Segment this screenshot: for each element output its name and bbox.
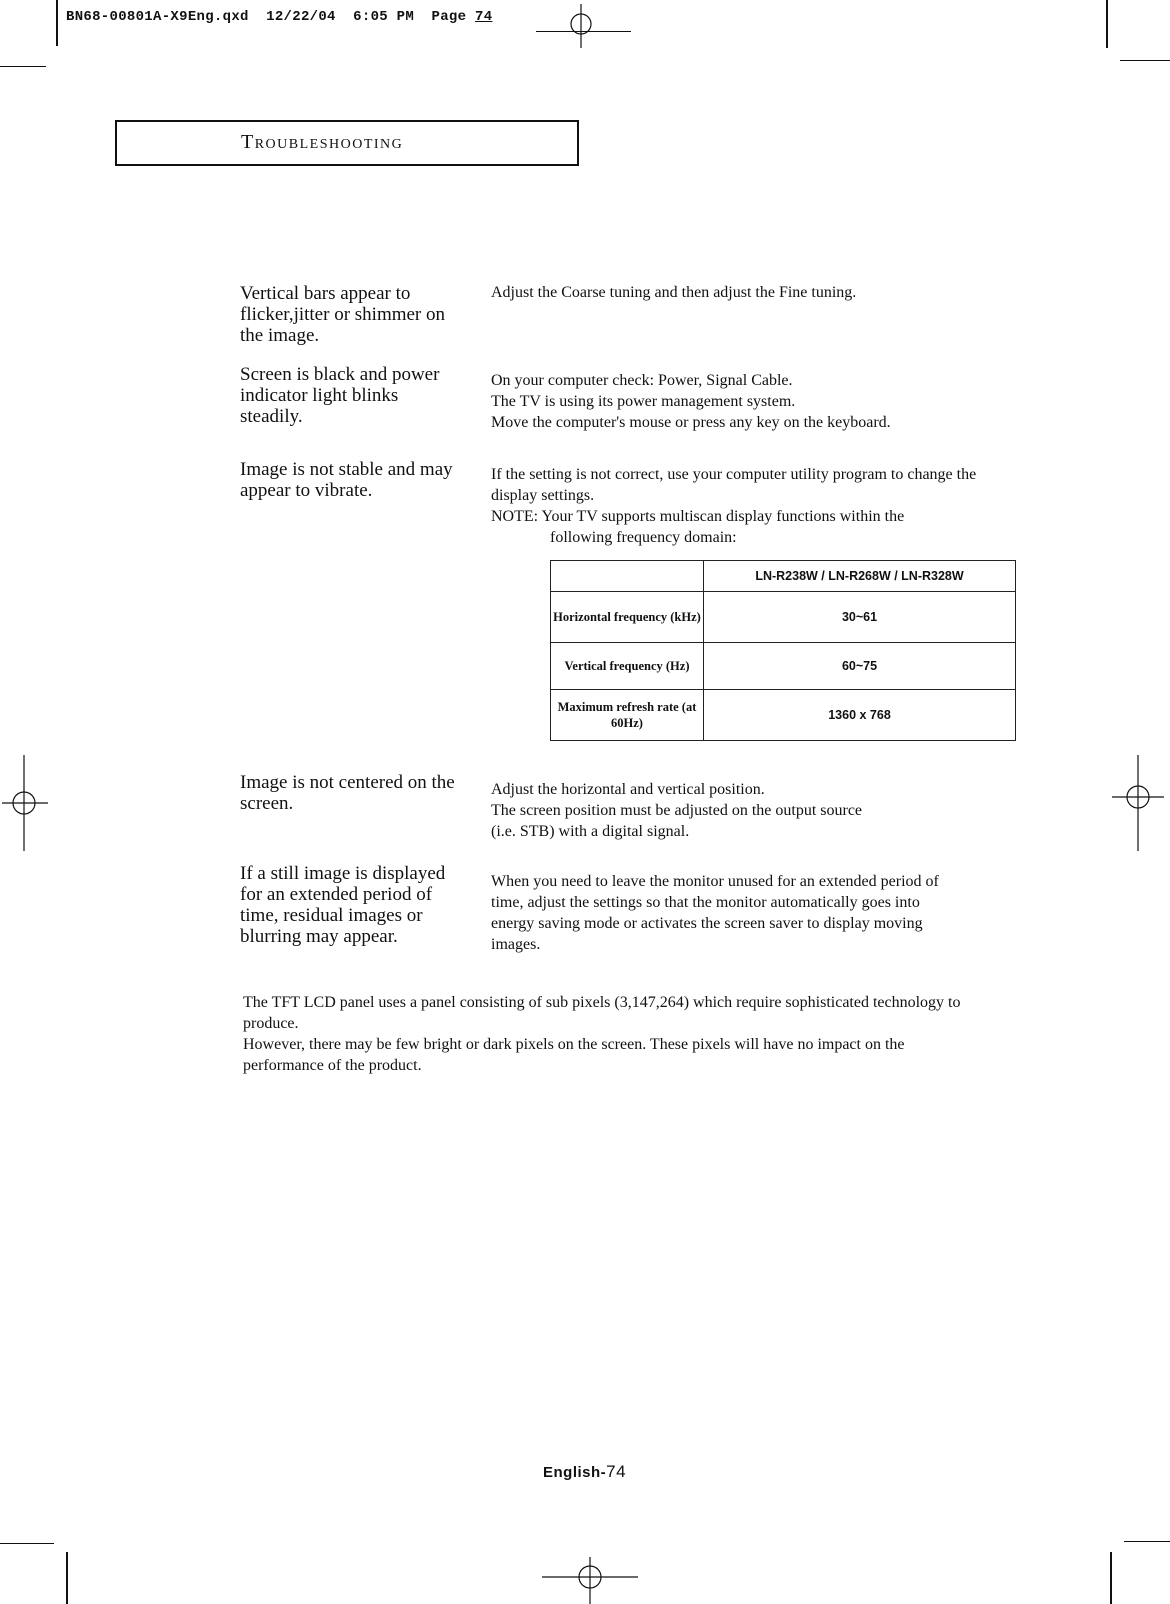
crop-mark <box>1110 1552 1112 1604</box>
frequency-table <box>550 560 1016 741</box>
solution-line: Adjust the Coarse tuning and then adjust the Fine tuning. <box>491 284 857 301</box>
registration-mark-icon <box>566 2 596 50</box>
solution-line: Move the computer's mouse or press any key on the keyboard. <box>491 414 891 431</box>
solution-line: following frequency domain: <box>550 529 737 546</box>
slug-time: 6:05 PM <box>353 9 415 25</box>
slug-page-number: 74 <box>475 9 493 25</box>
registration-mark-icon <box>0 755 50 855</box>
crop-mark <box>0 1543 54 1544</box>
solution-text <box>491 779 871 842</box>
crop-mark <box>1106 0 1108 48</box>
solution-line: The screen position must be adjusted on the output source (i.e. STB) with a digital signal. <box>491 802 863 840</box>
section-header <box>115 120 579 166</box>
solution-line: When you need to leave the monitor unused for an extended period of time, adjust the settings so that the monitor automatically goes into energy saving mode or activates the screen saver to display moving images. <box>491 873 939 953</box>
table-row-value: 1360 x 768 <box>704 690 1016 741</box>
slug-date: 12/22/04 <box>266 9 336 25</box>
solution-line: Adjust the horizontal and vertical position. <box>491 781 765 798</box>
page-title: Troubleshooting <box>241 131 404 153</box>
table-row-label: Vertical frequency (Hz) <box>551 643 704 690</box>
problem-text: Image is not stable and may appear to vibrate. <box>240 459 453 501</box>
print-slug <box>66 9 492 25</box>
crop-mark <box>66 1552 68 1604</box>
solution-line: On your computer check: Power, Signal Cable. <box>491 372 793 389</box>
registration-mark-icon <box>540 1555 640 1604</box>
solution-text <box>491 464 991 548</box>
table-row <box>551 690 1016 741</box>
crop-mark <box>1124 1541 1170 1542</box>
problem-text: Image is not centered on the screen. <box>240 772 455 814</box>
note-paragraph: The TFT LCD panel uses a panel consisting of sub pixels (3,147,264) which require sophisticated technology to produce. <box>243 994 961 1032</box>
crop-mark <box>1120 60 1170 61</box>
table-corner-cell <box>551 561 704 592</box>
solution-line: If the setting is not correct, use your computer utility program to change the display settings. <box>491 466 977 504</box>
solution-text <box>491 282 991 303</box>
table-row-value: 60~75 <box>704 643 1016 690</box>
footer-label: English- <box>543 1464 607 1481</box>
page-footer <box>543 1462 626 1482</box>
table-header-models: LN-R238W / LN-R268W / LN-R328W <box>704 561 1016 592</box>
solution-text <box>491 871 941 955</box>
crop-mark <box>0 66 46 67</box>
lcd-panel-note <box>243 992 963 1076</box>
footer-page-number: 74 <box>606 1462 627 1481</box>
problem-text: Screen is black and power indicator light blinks steadily. <box>240 364 440 427</box>
problem-text: Vertical bars appear to flicker,jitter or shimmer on the image. <box>240 283 446 346</box>
problem-text: If a still image is displayed for an extended period of time, residual images or blurring may appear. <box>240 863 446 947</box>
slug-page-label: Page <box>431 9 467 25</box>
table-row-value: 30~61 <box>704 592 1016 643</box>
solution-line: NOTE: Your TV supports multiscan display functions within the <box>491 508 905 525</box>
table-row-label: Maximum refresh rate (at 60Hz) <box>551 690 704 741</box>
table-row <box>551 592 1016 643</box>
note-paragraph: However, there may be few bright or dark pixels on the screen. These pixels will have no impact on the performance of the product. <box>243 1036 905 1074</box>
crop-mark <box>56 0 58 46</box>
slug-file: BN68-00801A-X9Eng.qxd <box>66 9 249 25</box>
table-row-label: Horizontal frequency (kHz) <box>551 592 704 643</box>
solution-line: The TV is using its power management system. <box>491 393 796 410</box>
table-row <box>551 643 1016 690</box>
registration-mark-icon <box>1106 755 1166 855</box>
solution-text <box>491 370 991 433</box>
